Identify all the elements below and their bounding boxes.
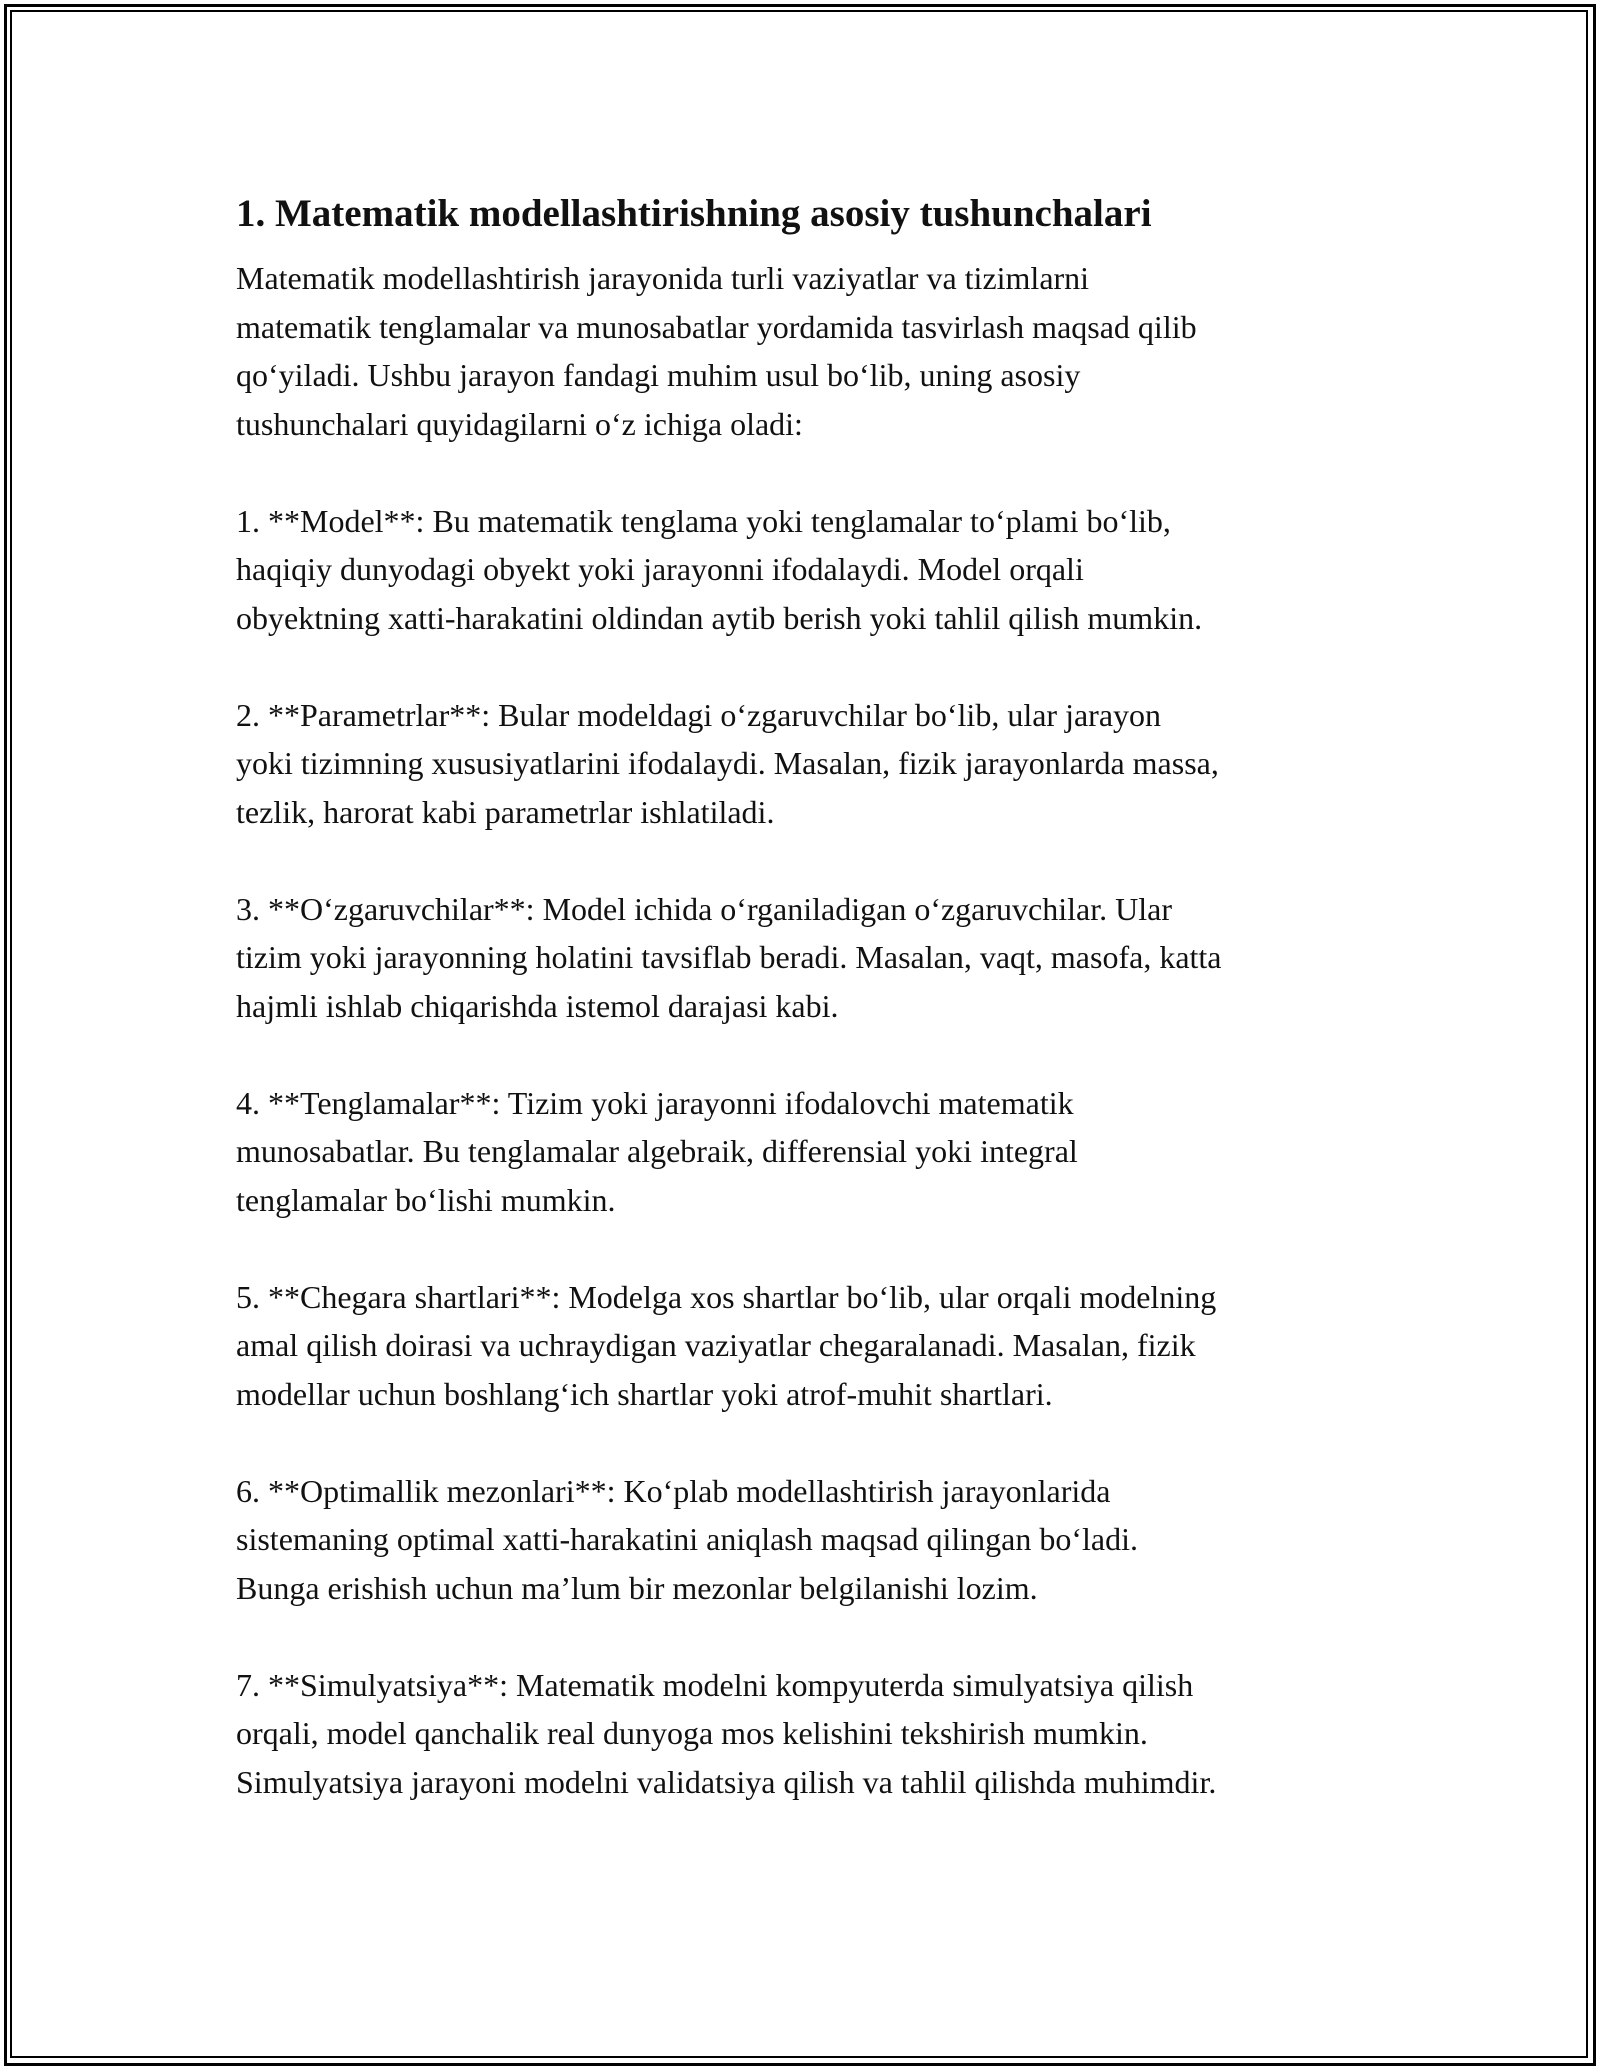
list-item-model: 1. **Model**: Bu matematik tenglama yoki tenglamalar to‘plami bo‘lib, haqiqiy dunyodagi obyekt yoki jarayonni ifodalaydi. Model orqali obyektning xatti-harakatini oldindan aytib berish yoki tahlil qilish mumkin.	[236, 502, 1203, 636]
section-title: 1. Matematik modellashtirishning asosiy tushunchalari	[236, 192, 1152, 235]
list-item-parametrlar: 2. **Parametrlar**: Bular modeldagi o‘zgaruvchilar bo‘lib, ular jarayon yoki tizimning xususiyatlarini ifodalaydi. Masalan, fizik jarayonlarda massa, tezlik, harorat kabi parametrlar ishlatiladi.	[236, 696, 1219, 830]
list-item-chegara-shartlari: 5. **Chegara shartlari**: Modelga xos shartlar bo‘lib, ular orqali modelning amal qilish doirasi va uchraydigan vaziyatlar chegaralanadi. Masalan, fizik modellar uchun boshlang‘ich shartlar yoki atrof-muhit shartlari.	[236, 1278, 1217, 1412]
list-item-simulyatsiya: 7. **Simulyatsiya**: Matematik modelni kompyuterda simulyatsiya qilish orqali, model qanchalik real dunyoga mos kelishini tekshirish mumkin. Simulyatsiya jarayoni modelni validatsiya qilish va tahlil qilishda muhimdir.	[236, 1666, 1217, 1800]
list-item-tenglamalar: 4. **Tenglamalar**: Tizim yoki jarayonni ifodalovchi matematik munosabatlar. Bu tenglamalar algebraik, differensial yoki integral tenglamalar bo‘lishi mumkin.	[236, 1084, 1078, 1218]
list-item-ozgaruvchilar: 3. **O‘zgaruvchilar**: Model ichida o‘rganiladigan o‘zgaruvchilar. Ular tizim yoki jarayonning holatini tavsiflab beradi. Masalan, vaqt, masofa, katta hajmli ishlab chiqarishda istemol darajasi kabi.	[236, 890, 1222, 1024]
list-item-optimallik-mezonlari: 6. **Optimallik mezonlari**: Ko‘plab modellashtirish jarayonlarida sistemaning optimal xatti-harakatini aniqlash maqsad qilingan bo‘ladi. Bunga erishish uchun ma’lum bir mezonlar belgilanishi lozim.	[236, 1472, 1139, 1606]
document-body	[236, 186, 1396, 1806]
intro-paragraph: Matematik modellashtirish jarayonida turli vaziyatlar va tizimlarni matematik tenglamalar va munosabatlar yordamida tasvirlash maqsad qilib qo‘yiladi. Ushbu jarayon fandagi muhim usul bo‘lib, uning asosiy tushunchalari quyidagilarni o‘z ichiga oladi:	[236, 260, 1197, 442]
